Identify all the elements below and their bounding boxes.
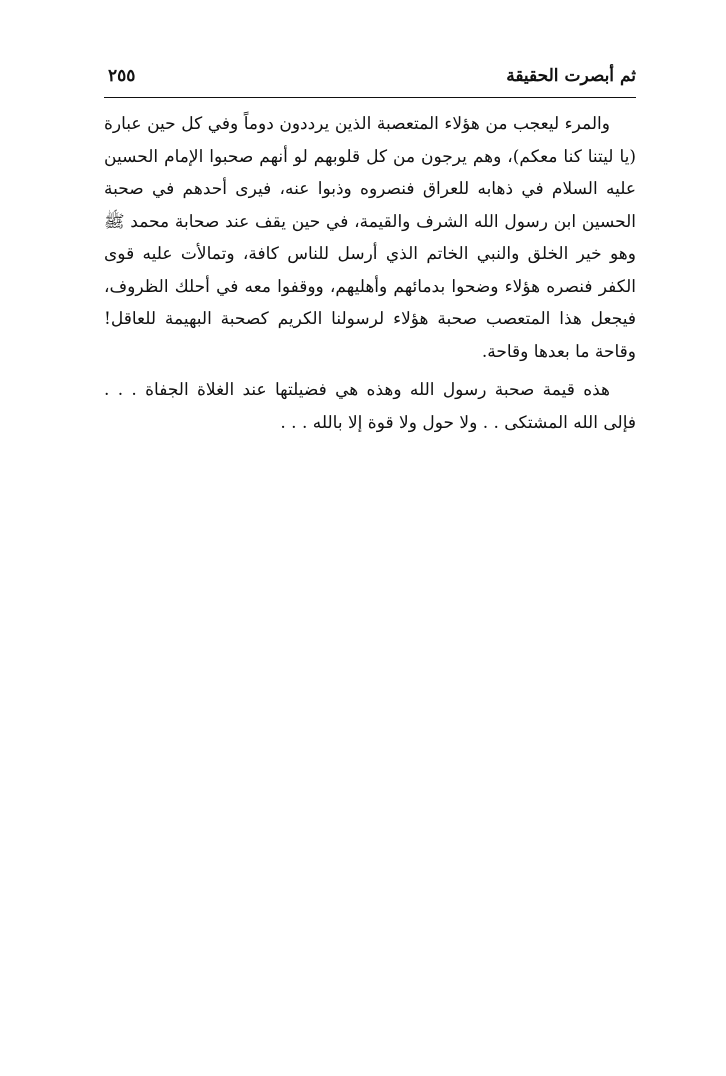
- running-header: [104, 64, 636, 98]
- paragraph-2: هذه قيمة صحبة رسول الله وهذه هي فضيلتها عند الغلاة الجفاة . . . فإلى الله المشتكى . . ولا حول ولا قوة إلا بالله . . .: [104, 380, 636, 433]
- header-title: ثم أبصرت الحقيقة: [506, 66, 636, 86]
- page-number: ٢٥٥: [108, 66, 136, 86]
- paragraph-1: والمرء ليعجب من هؤلاء المتعصبة الذين يرددون دوماً وفي كل حين عبارة (يا ليتنا كنا معكم)، وهم يرجون من كل قلوبهم لو أنهم صحبوا الإمام الحسين عليه السلام في ذهابه للعراق فنصروه وذبوا عنه، فيرى أحدهم في صحبة الحسين ابن رسول الله الشرف والقيمة، في حين يقف عند صحابة محمد ﷺ وهو خير الخلق والنبي الخاتم الذي أرسل للناس كافة، وتمالأت عليه قوى الكفر فنصره هؤلاء وضحوا بدمائهم وأهليهم، ووقفوا معه في أحلك الظروف، فيجعل هذا المتعصب صحبة هؤلاء لرسولنا الكريم كصحبة البهيمة للعاقل! وقاحة ما بعدها وقاحة.: [104, 114, 636, 362]
- body-text: [104, 108, 636, 439]
- header-divider: [104, 97, 636, 98]
